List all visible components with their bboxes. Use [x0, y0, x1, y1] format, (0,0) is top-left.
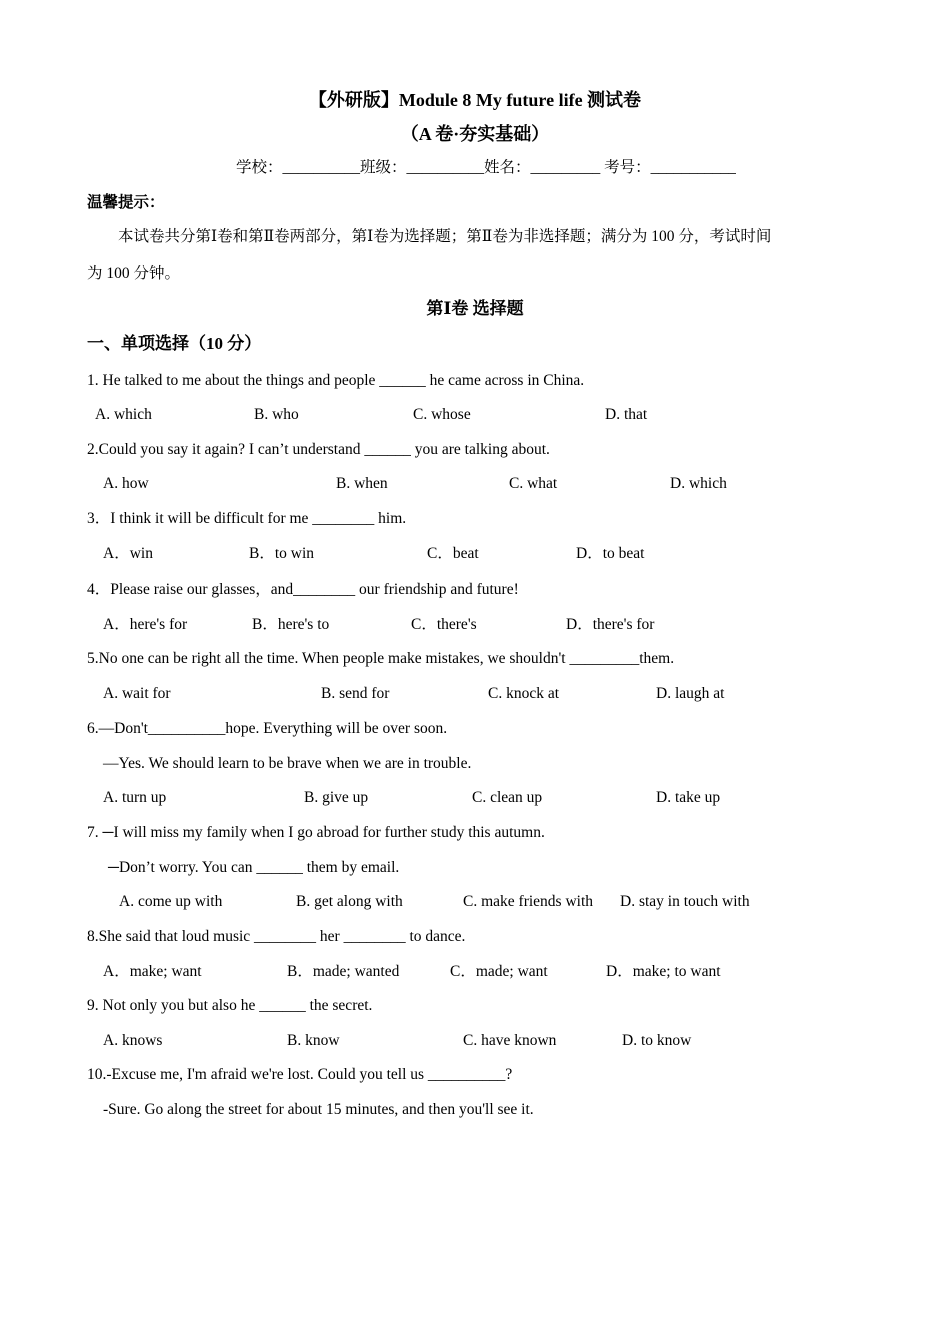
- q2-option-b: B. when: [336, 475, 388, 492]
- q6-option-c: C. clean up: [472, 789, 543, 806]
- tips-label: 温馨提示：: [87, 194, 165, 211]
- q8-option-a: A．make; want: [103, 963, 202, 980]
- q5-option-d: D. laugh at: [656, 685, 725, 702]
- q4-option-d: D．there's for: [566, 616, 655, 633]
- q3-option-a: A．win: [103, 545, 153, 562]
- q1-option-a: A. which: [95, 406, 152, 423]
- q7-option-d: D. stay in touch with: [620, 893, 750, 910]
- q6-option-a: A. turn up: [103, 789, 167, 806]
- question-7-reply: ─Don’t worry. You can ______ them by email.: [108, 859, 400, 876]
- q6-option-d: D. take up: [656, 789, 721, 806]
- q5-option-a: A. wait for: [103, 685, 171, 702]
- section-one-title: 一、单项选择（10 分）: [87, 334, 262, 353]
- q3-option-b: B．to win: [249, 545, 315, 562]
- exam-subtitle: （A 卷·夯实基础）: [400, 124, 550, 144]
- question-3: 3．I think it will be difficult for me ________ him.: [87, 510, 407, 527]
- q9-option-d: D. to know: [622, 1032, 692, 1049]
- question-8: 8.She said that loud music ________ her ________ to dance.: [87, 928, 466, 945]
- q2-option-a: A. how: [103, 475, 149, 492]
- q5-option-b: B. send for: [321, 685, 390, 702]
- q2-option-d: D. which: [670, 475, 727, 492]
- question-4: 4．Please raise our glasses，and________ our friendship and future!: [87, 581, 519, 598]
- question-9: 9. Not only you but also he ______ the secret.: [87, 997, 373, 1014]
- q1-option-b: B. who: [254, 406, 299, 423]
- part-one-title: 第Ⅰ卷 选择题: [426, 299, 524, 318]
- q7-option-b: B. get along with: [296, 893, 403, 910]
- exam-title: 【外研版】Module 8 My future life 测试卷: [308, 90, 642, 110]
- q3-option-d: D．to beat: [576, 545, 645, 562]
- q6-option-b: B. give up: [304, 789, 369, 806]
- student-info-line: 学校：__________班级：__________姓名：_________ 考号：___________: [236, 159, 736, 176]
- question-10: 10.-Excuse me, I'm afraid we're lost. Could you tell us __________?: [87, 1066, 513, 1083]
- q1-option-c: C. whose: [413, 406, 471, 423]
- q4-option-c: C．there's: [411, 616, 477, 633]
- q7-option-a: A. come up with: [119, 893, 223, 910]
- question-7: 7. ─I will miss my family when I go abroad for further study this autumn.: [87, 824, 545, 841]
- q1-option-d: D. that: [605, 406, 648, 423]
- q2-option-c: C. what: [509, 475, 558, 492]
- q9-option-b: B. know: [287, 1032, 340, 1049]
- question-6: 6.—Don't__________hope. Everything will be over soon.: [87, 720, 448, 737]
- question-6-reply: —Yes. We should learn to be brave when we are in trouble.: [103, 755, 472, 772]
- q4-option-b: B．here's to: [252, 616, 330, 633]
- question-10-reply: -Sure. Go along the street for about 15 minutes, and then you'll see it.: [103, 1101, 534, 1118]
- q4-option-a: A．here's for: [103, 616, 188, 633]
- q8-option-d: D．make; to want: [606, 963, 721, 980]
- tips-text-line-2: 为 100 分钟。: [87, 265, 181, 282]
- q8-option-c: C．made; want: [450, 963, 548, 980]
- q3-option-c: C．beat: [427, 545, 479, 562]
- question-2: 2.Could you say it again? I can’t understand ______ you are talking about.: [87, 441, 550, 458]
- q5-option-c: C. knock at: [488, 685, 560, 702]
- q7-option-c: C. make friends with: [463, 893, 594, 910]
- question-5: 5.No one can be right all the time. When people make mistakes, we shouldn't _________them.: [87, 650, 675, 667]
- tips-text-line-1: 本试卷共分第Ⅰ卷和第Ⅱ卷两部分，第Ⅰ卷为选择题；第Ⅱ卷为非选择题；满分为 100 分，考试时间: [118, 228, 772, 245]
- q8-option-b: B．made; wanted: [287, 963, 400, 980]
- q9-option-a: A. knows: [103, 1032, 163, 1049]
- question-1: 1. He talked to me about the things and people ______ he came across in China.: [87, 372, 585, 389]
- q9-option-c: C. have known: [463, 1032, 557, 1049]
